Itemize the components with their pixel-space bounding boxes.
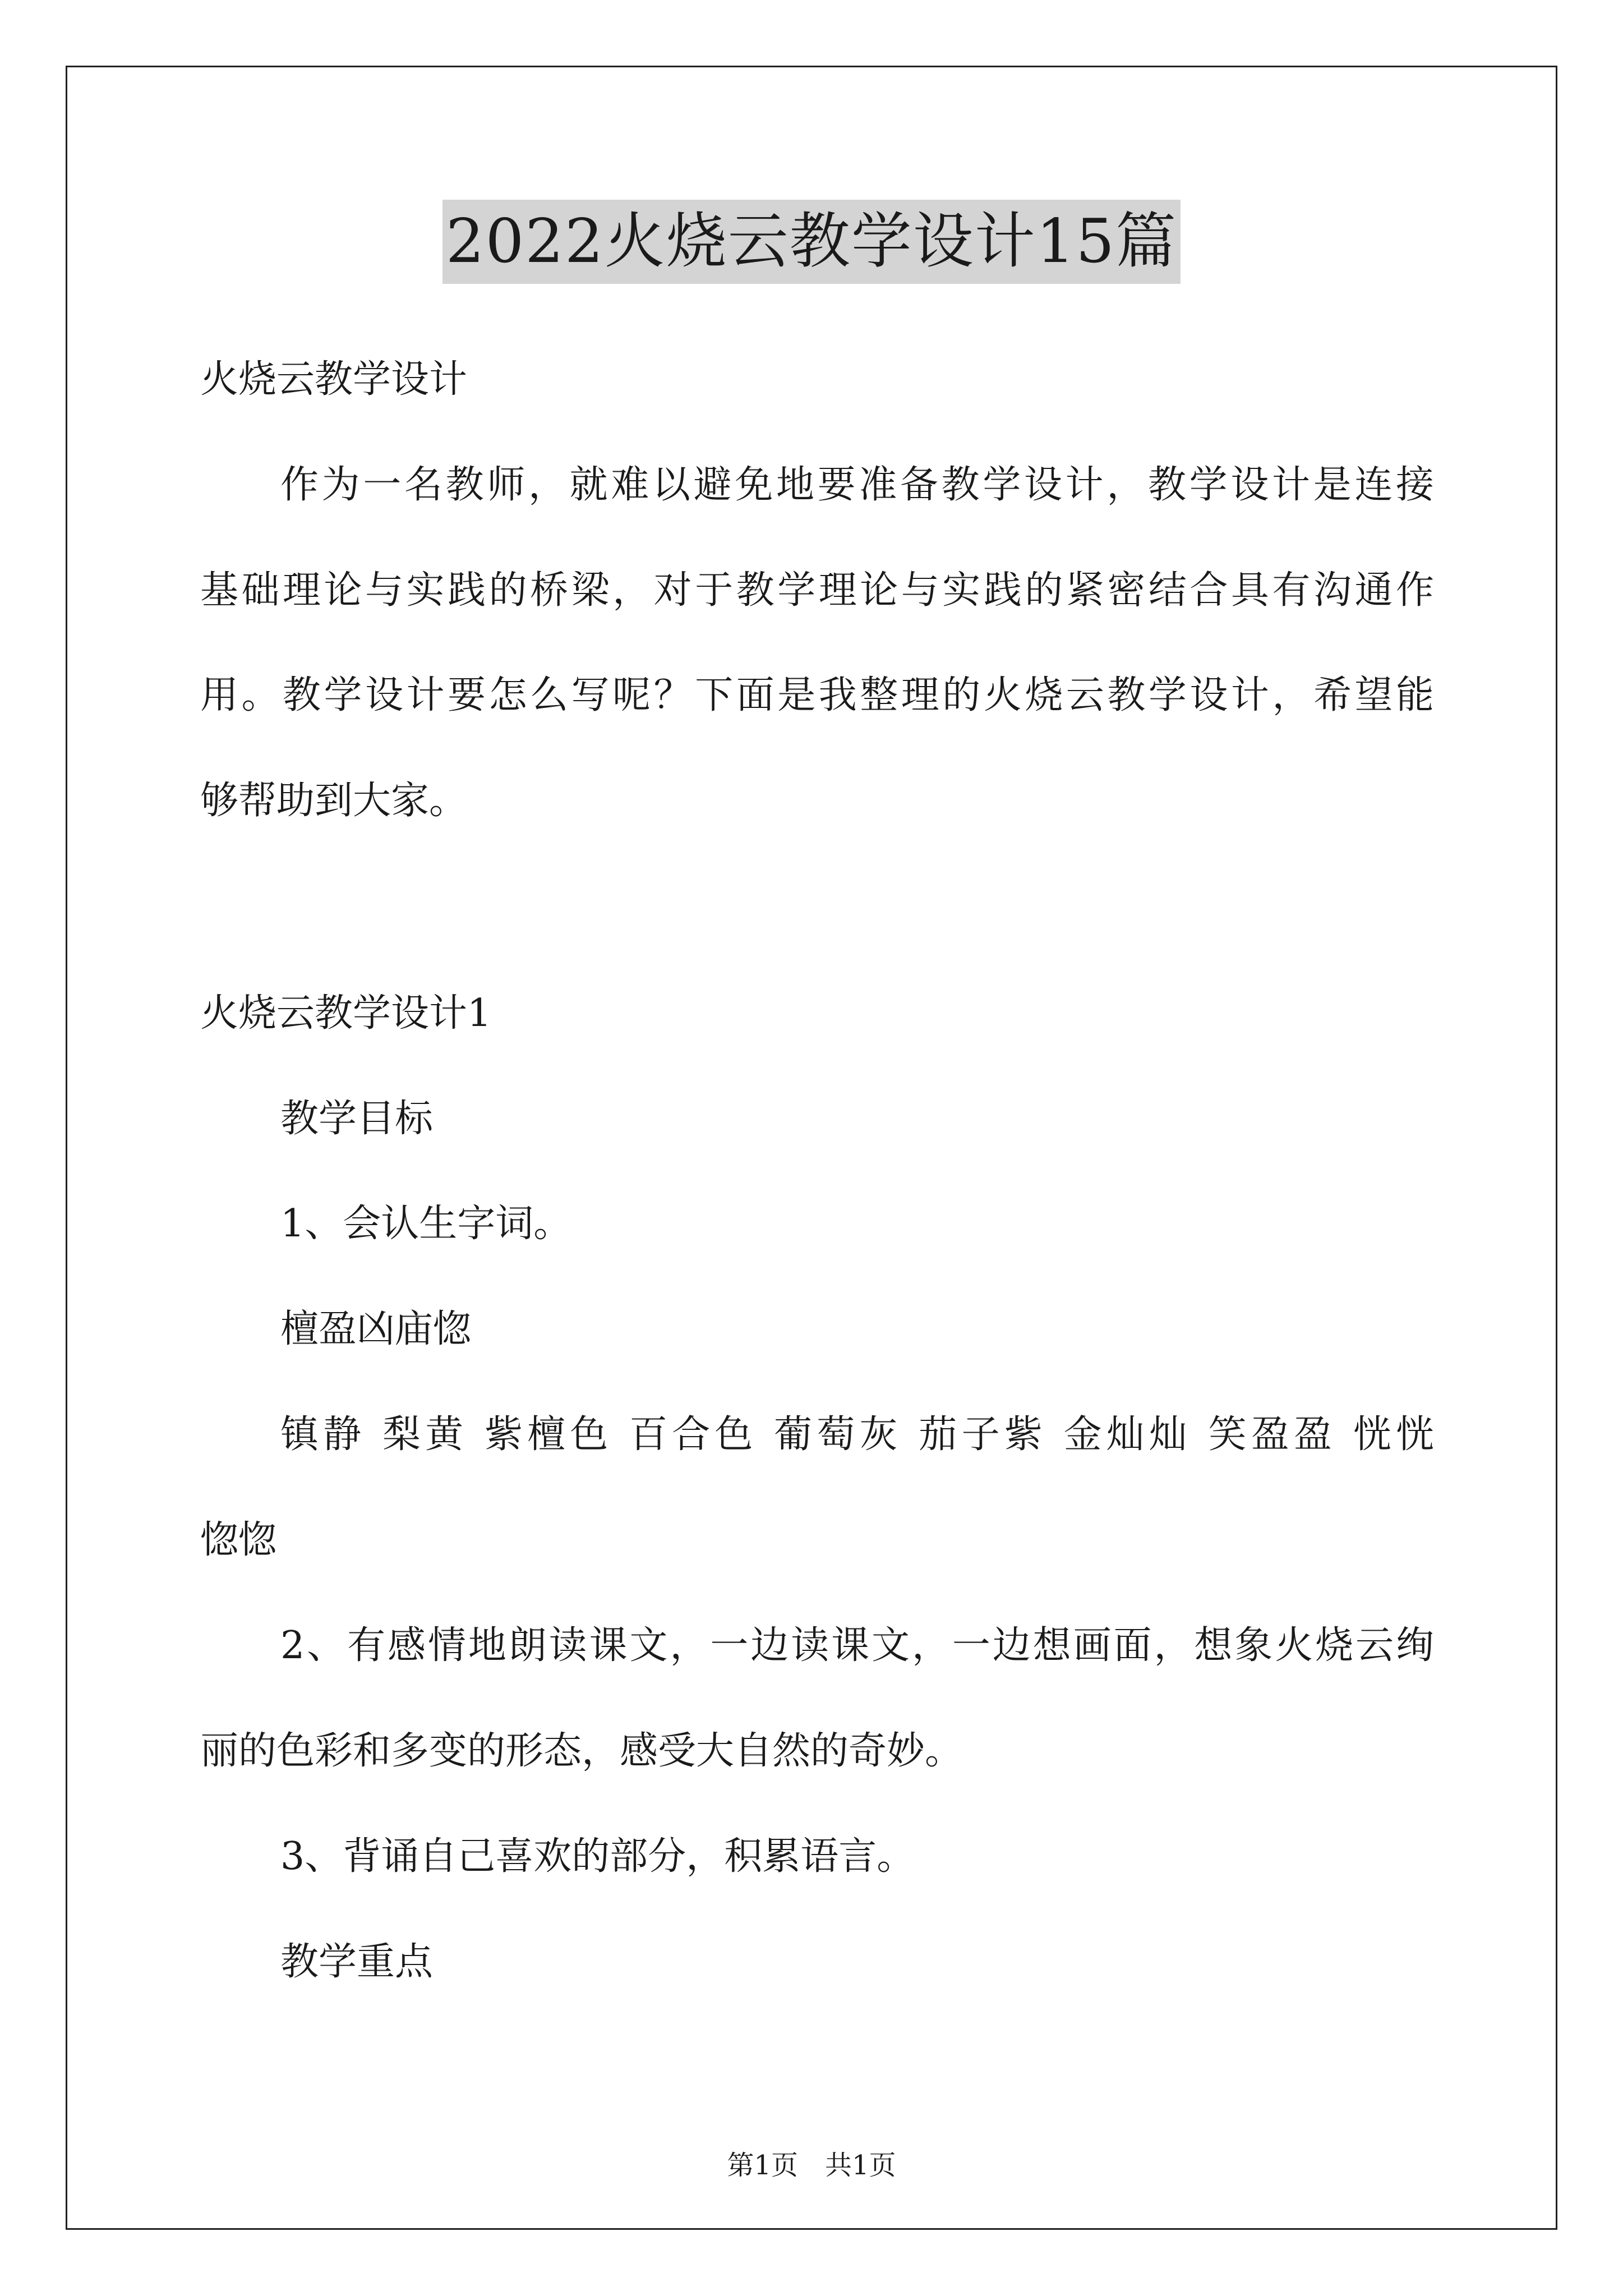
new-characters: 檀盈凶庙惚 bbox=[280, 1307, 472, 1351]
intro-paragraph-line-1: 作为一名教师，就难以避免地要准备教学设计，教学设计是连接 bbox=[280, 463, 1434, 507]
vocabulary-line-2: 惚惚 bbox=[200, 1518, 277, 1562]
section-heading-1: 火烧云教学设计1 bbox=[200, 991, 492, 1036]
objective-2-line-1: 2、有感情地朗读课文，一边读课文，一边想画面，想象火烧云绚 bbox=[280, 1623, 1434, 1668]
page-footer: 第1页 共1页 bbox=[727, 2150, 896, 2181]
intro-heading: 火烧云教学设计 bbox=[200, 357, 468, 402]
title-container bbox=[0, 200, 1623, 284]
vocabulary-line-1: 镇静 梨黄 紫檀色 百合色 葡萄灰 茄子紫 金灿灿 笑盈盈 恍恍 bbox=[280, 1412, 1434, 1457]
objective-2-line-2: 丽的色彩和多变的形态，感受大自然的奇妙。 bbox=[200, 1729, 963, 1773]
intro-paragraph-line-3: 用。教学设计要怎么写呢？下面是我整理的火烧云教学设计，希望能 bbox=[200, 673, 1434, 717]
objective-3: 3、背诵自己喜欢的部分，积累语言。 bbox=[280, 1834, 915, 1879]
objective-1: 1、会认生字词。 bbox=[280, 1202, 572, 1246]
document-title: 2022火烧云教学设计15篇 bbox=[442, 200, 1181, 284]
intro-paragraph-line-2: 基础理论与实践的桥梁，对于教学理论与实践的紧密结合具有沟通作 bbox=[200, 568, 1434, 613]
objectives-heading: 教学目标 bbox=[280, 1097, 434, 1141]
intro-paragraph-line-4: 够帮助到大家。 bbox=[200, 779, 468, 823]
key-points-heading: 教学重点 bbox=[280, 1940, 434, 1984]
